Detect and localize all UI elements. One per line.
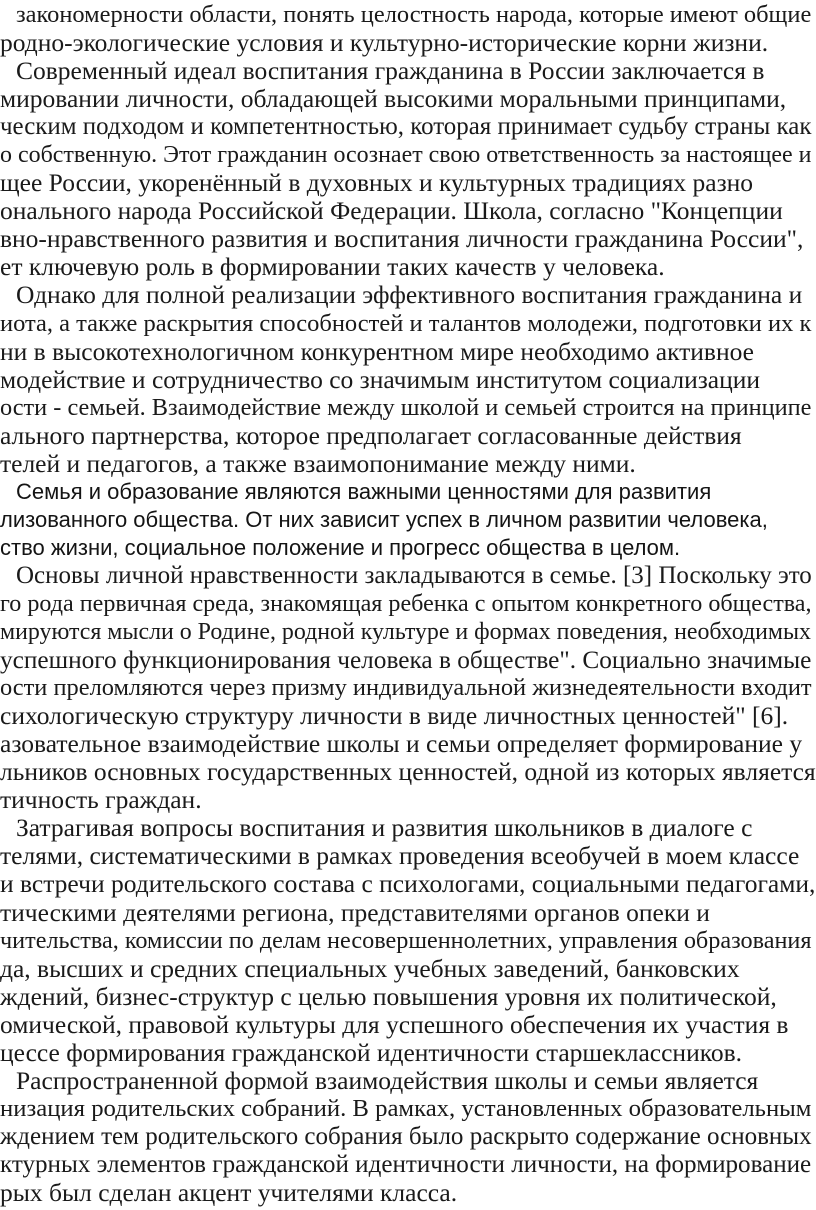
text-line: ческим подходом и компетентностью, которая принимает судьбу страны как	[0, 113, 812, 141]
text-line: о собственную. Этот гражданин осознает свою ответственность за настоящее и	[0, 142, 812, 169]
text-line: цессе формирования гражданской идентичности старшеклассников.	[0, 1037, 742, 1067]
text-line: ального партнерства, которое предполагает согласованные действия	[0, 420, 742, 450]
text-line: Современный идеал воспитания гражданина в России заключается в	[16, 56, 765, 86]
text-line: иота, а также раскрытия способностей и талантов молодежи, подготовки их к	[0, 309, 812, 337]
text-line: ни в высокотехнологичном конкурентном мире необходимо активное	[0, 336, 754, 366]
text-line: телей и педагогов, а также взаимопонимание между ними.	[0, 448, 636, 478]
text-line: ство жизни, социальное положение и прогресс общества в целом.	[0, 534, 681, 560]
text-line: вно-нравственного развития и воспитания личности гражданина России",	[0, 224, 804, 254]
text-line: низация родительских собраний. В рамках, установленных образовательным	[0, 1094, 812, 1122]
text-line: льников основных государственных ценностей, одной из которых является	[0, 757, 816, 787]
text-line: сихологическую структуру личности в виде личностных ценностей" [6].	[0, 701, 789, 731]
text-line: мировании личности, обладающей высокими моральными принципами,	[0, 84, 787, 114]
text-line: рых был сделан акцент учителями класса.	[0, 1178, 458, 1207]
text-line: Затрагивая вопросы воспитания и развития школьников в диалоге с	[16, 813, 753, 843]
text-line: телями, систематическими в рамках проведения всеобучей в моем классе	[0, 841, 800, 871]
text-line: ктурных элементов гражданской идентичности личности, на формирование	[0, 1150, 812, 1178]
text-line: онального народа Российской Федерации. Школа, согласно "Концепции	[0, 196, 783, 226]
text-line: закономерности области, понять целостность народа, которые имеют общие	[16, 1, 812, 28]
text-line: тичность граждан.	[0, 785, 202, 815]
text-line: успешного функционирования человека в обществе". Социально значимые	[0, 646, 812, 675]
text-line: Распространенной формой взаимодействия школы и семьи является	[16, 1065, 759, 1095]
text-line: го рода первичная среда, знакомящая ребенка с опытом конкретного общества,	[0, 591, 812, 617]
text-line: чительства, комиссии по делам несовершеннолетних, управления образования	[0, 926, 812, 954]
text-line: лизованного общества. От них зависит успех в личном развитии человека,	[0, 506, 768, 532]
text-line: Основы личной нравственности закладываются в семье. [3] Поскольку это	[16, 561, 812, 589]
text-line: ждением тем родительского собрания было раскрыто содержание основных	[0, 1122, 812, 1150]
text-line: родно-экологические условия и культурно-исторические корни жизни.	[0, 28, 769, 58]
text-line: омической, правовой культуры для успешного обеспечения их участия в	[0, 1009, 789, 1039]
text-line: Семья и образование являются важными ценностями для развития	[16, 478, 712, 504]
text-line: ости - семьей. Взаимодействие между школой и семьей строится на принципе	[0, 393, 812, 421]
text-line: тическими деятелями региона, представителями органов опеки и	[0, 897, 710, 927]
text-line: ждений, бизнес-структур с целью повышения уровня их политической,	[0, 981, 777, 1011]
text-line: модействие и сотрудничество со значимым институтом социализации	[0, 364, 761, 394]
text-line: мируются мысли о Родине, родной культуре и формах поведения, необходимых	[0, 619, 812, 646]
text-line: азовательное взаимодействие школы и семьи определяет формирование у	[0, 729, 803, 759]
text-line: щее России, укоренённый в духовных и культурных традициях разно	[0, 168, 754, 198]
text-line: Однако для полной реализации эффективного воспитания гражданина и	[16, 280, 803, 310]
text-line: и встречи родительского состава с психологами, социальными педагогами,	[0, 869, 816, 899]
text-line: ет ключевую роль в формировании таких качеств у человека.	[0, 252, 665, 282]
text-line: ости преломляются через призму индивидуальной жизнедеятельности входит	[0, 674, 812, 702]
text-line: да, высших и средних специальных учебных заведений, банковских	[0, 953, 740, 983]
